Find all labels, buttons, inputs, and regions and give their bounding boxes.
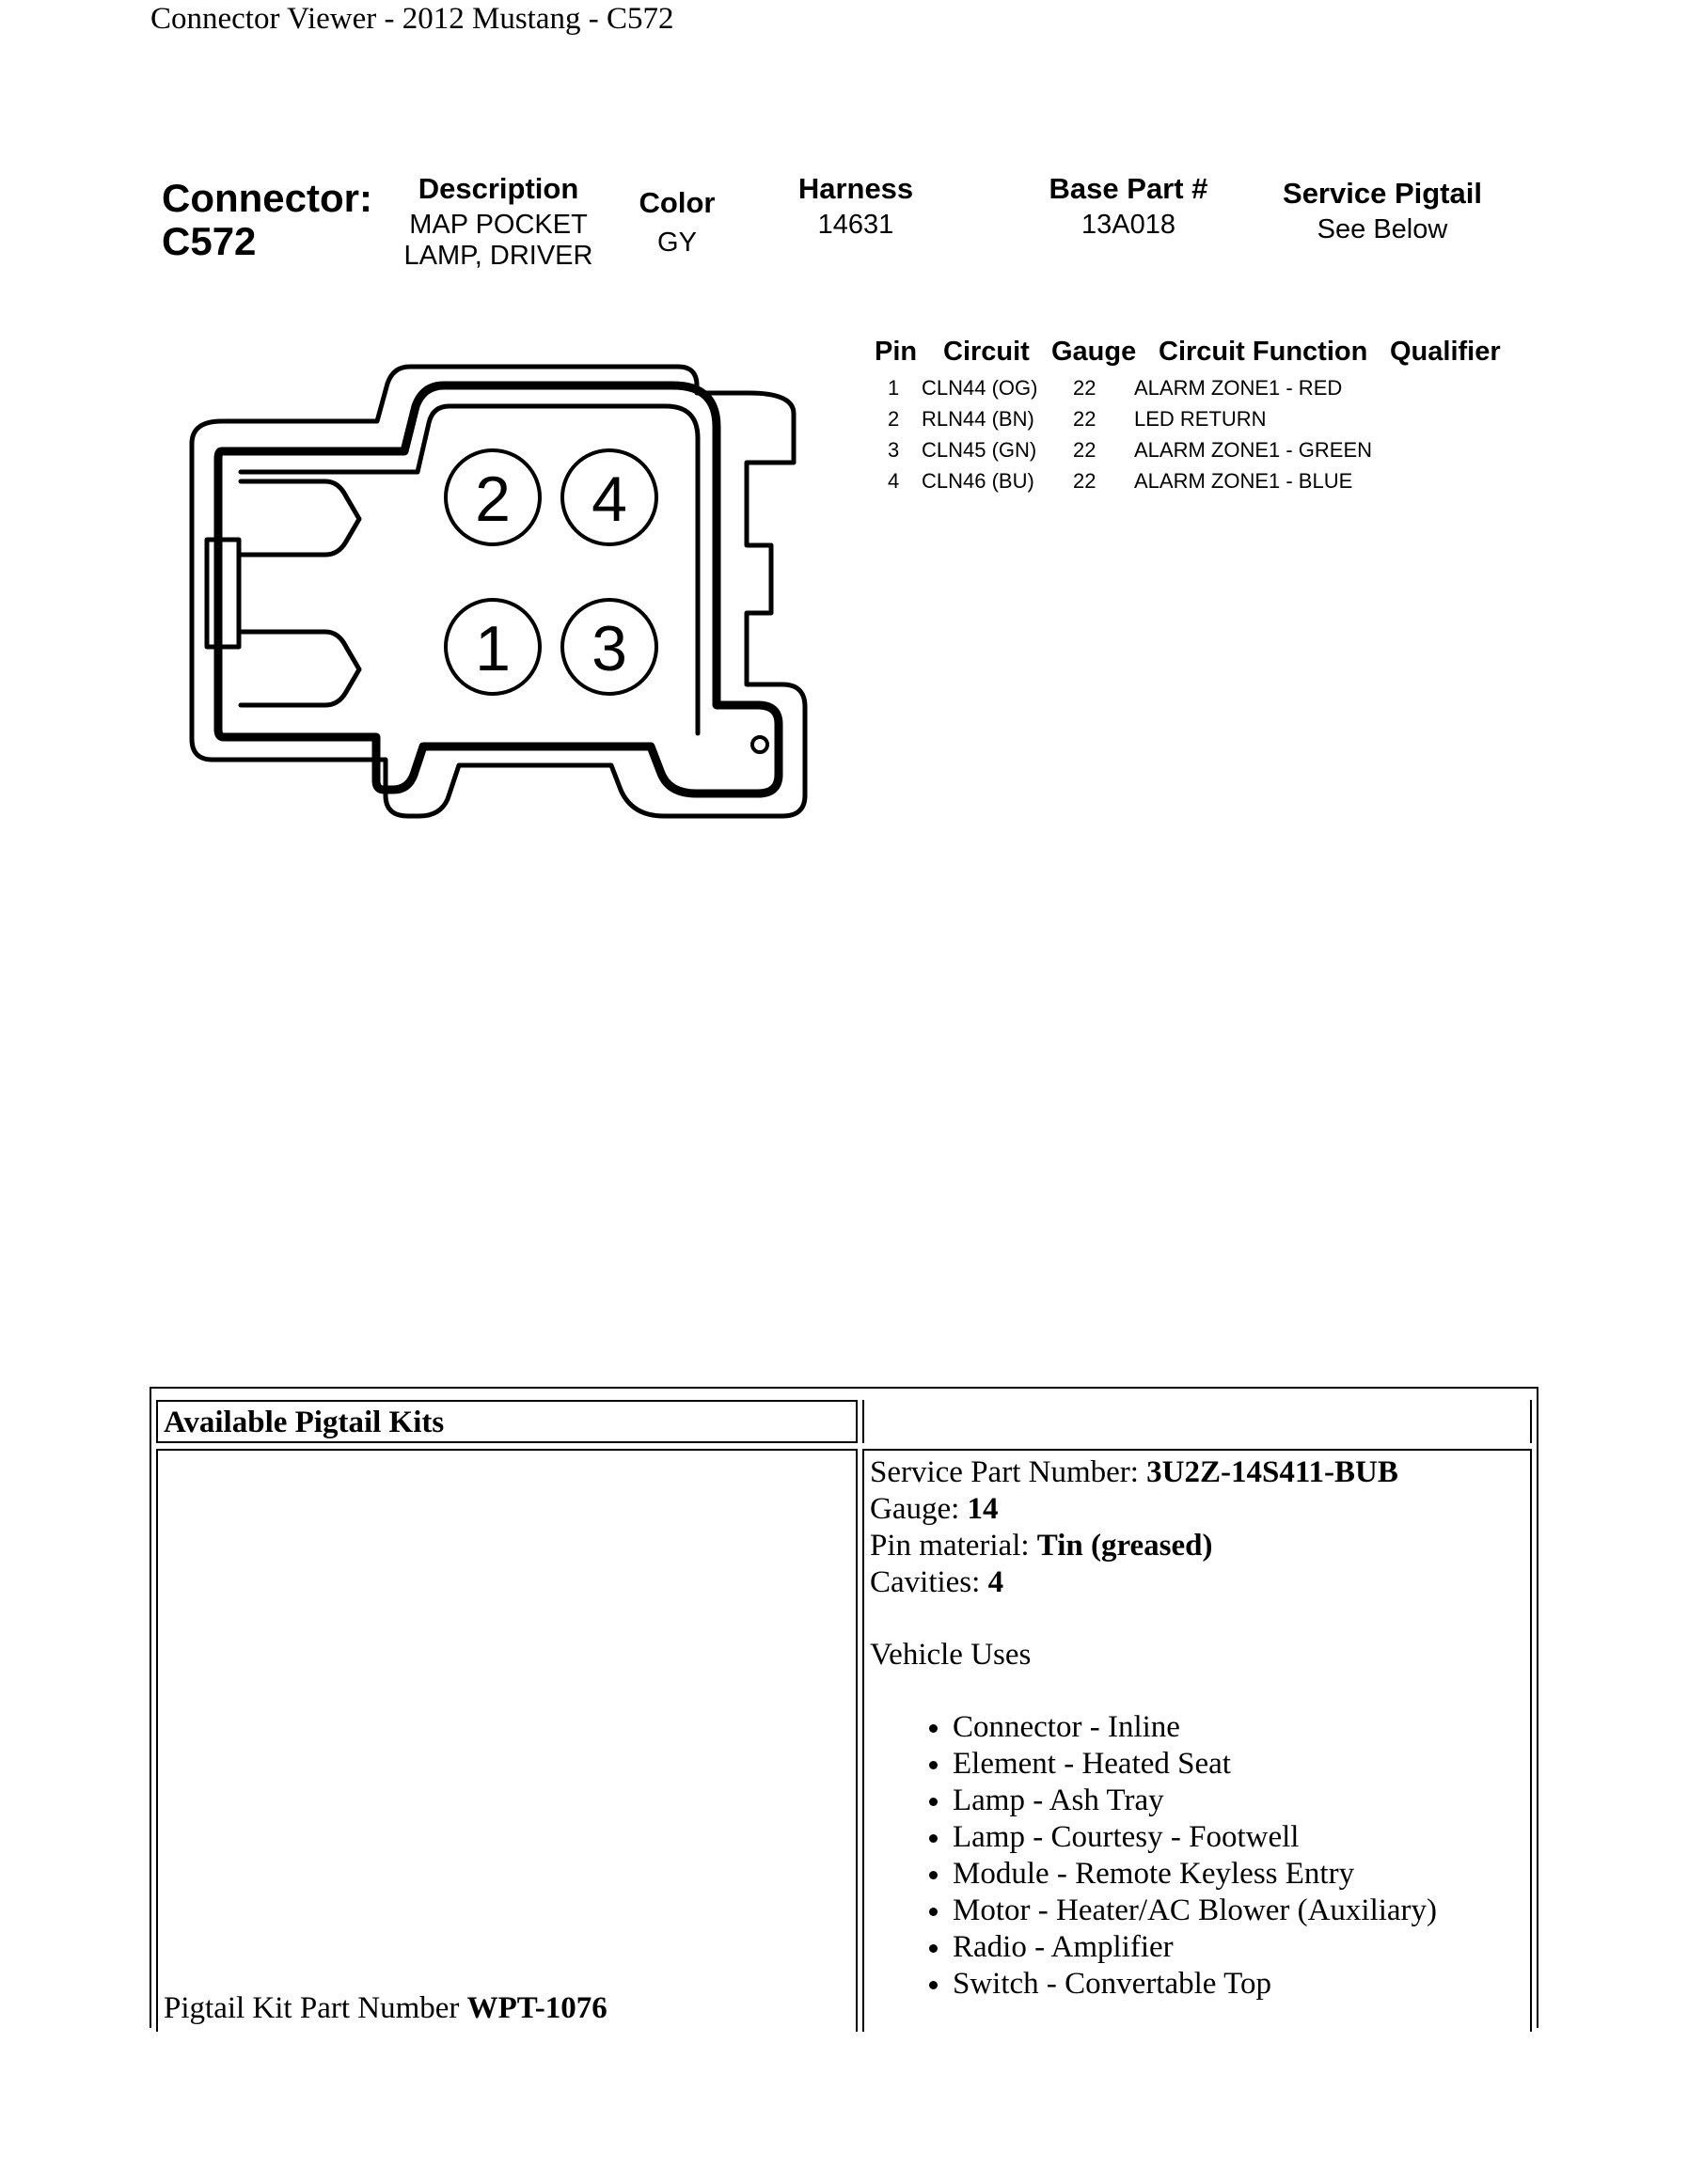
service-pigtail-column: [1265, 177, 1500, 245]
harness-header: Harness: [797, 172, 914, 205]
pin-function: ALARM ZONE1 - RED: [1134, 376, 1343, 400]
pigtail-kit-part-number: [164, 1991, 607, 2026]
harness-value: 14631: [817, 210, 894, 240]
cavities-label: Cavities:: [870, 1565, 981, 1599]
left-finger-upper: [241, 481, 359, 555]
left-latch-bar: [207, 540, 239, 647]
pin-label-3: 3: [592, 613, 627, 684]
description-column: [376, 172, 621, 272]
service-part-line: [870, 1454, 1524, 1491]
pin-label-1: 1: [475, 613, 511, 684]
list-item: • Radio - Amplifier: [953, 1929, 1524, 1966]
vehicle-uses-title: Vehicle Uses: [870, 1638, 1032, 1672]
connector-label-line1: Connector:: [162, 176, 372, 220]
pin-number: 3: [888, 438, 900, 462]
pin-number: 4: [888, 469, 900, 493]
list-item: • Motor - Heater/AC Blower (Auxiliary): [953, 1893, 1524, 1929]
polarization-dot: [752, 737, 767, 752]
pin-gauge: 22: [1073, 469, 1096, 493]
pin-material-line: [870, 1528, 1524, 1564]
pigtail-kits-empty-header-cell: [862, 1400, 1532, 1443]
service-part-value: 3U2Z-14S411-BUB: [1146, 1455, 1398, 1489]
pin-gauge: 22: [1073, 438, 1096, 462]
connector-id: C572: [162, 219, 257, 263]
list-item: • Element - Heated Seat: [953, 1746, 1524, 1783]
pin-circuit: CLN46 (BU): [922, 469, 1034, 493]
color-value: GY: [657, 228, 697, 258]
gauge-header: Gauge: [1051, 337, 1137, 367]
left-finger-lower: [241, 632, 359, 705]
color-header: Color: [639, 186, 716, 219]
page-title: Connector Viewer - 2012 Mustang - C572: [150, 2, 674, 36]
pin-number: 1: [888, 376, 900, 400]
description-header: Description: [418, 172, 579, 205]
gauge-line: [870, 1491, 1524, 1528]
pin-circuit: RLN44 (BN): [922, 407, 1034, 431]
pigtail-kits-table: [150, 1387, 1538, 2028]
base-part-column: [1025, 172, 1232, 241]
pin-row: [863, 376, 1522, 407]
kit-part-value: WPT-1076: [466, 1991, 607, 2025]
pin-row: [863, 469, 1522, 500]
list-item: • Module - Remote Keyless Entry: [953, 1856, 1524, 1893]
pin-material-label: Pin material:: [870, 1529, 1030, 1563]
list-item: • Lamp - Courtesy - Footwell: [953, 1819, 1524, 1856]
service-pigtail-header: Service Pigtail: [1283, 177, 1482, 210]
description-line1: MAP POCKET: [409, 210, 588, 240]
pin-label-2: 2: [475, 464, 511, 535]
description-line2: LAMP, DRIVER: [403, 241, 593, 271]
vehicle-uses-list: [870, 1709, 1524, 2003]
pin-material-value: Tin (greased): [1036, 1529, 1213, 1563]
color-column: [621, 186, 734, 259]
qualifier-header: Qualifier: [1390, 337, 1501, 367]
pin-gauge: 22: [1073, 376, 1096, 400]
gauge-value: 14: [967, 1492, 999, 1526]
pigtail-kit-image-cell: [156, 1449, 858, 2032]
pin-function: ALARM ZONE1 - BLUE: [1134, 469, 1353, 493]
kit-part-label: Pigtail Kit Part Number: [164, 1991, 460, 2025]
service-pigtail-value: See Below: [1317, 214, 1448, 244]
pin-number: 2: [888, 407, 900, 431]
pin-function: LED RETURN: [1134, 407, 1267, 431]
circuit-function-header: Circuit Function: [1159, 337, 1368, 367]
connector-face-drawing: [184, 361, 824, 831]
list-item: • Lamp - Ash Tray: [953, 1783, 1524, 1819]
list-item: • Connector - Inline: [953, 1709, 1524, 1746]
list-item: • Switch - Convertable Top: [953, 1966, 1524, 2003]
pin-label-4: 4: [592, 464, 627, 535]
harness-column: [771, 172, 940, 241]
service-part-label: Service Part Number:: [870, 1455, 1139, 1489]
cavities-value: 4: [987, 1565, 1004, 1599]
pin-row: [863, 407, 1522, 438]
pigtail-kit-details-cell: [862, 1449, 1532, 2032]
pin-function: ALARM ZONE1 - GREEN: [1134, 438, 1373, 462]
circuit-header: Circuit: [943, 337, 1030, 367]
pin-gauge: 22: [1073, 407, 1096, 431]
base-part-value: 13A018: [1081, 210, 1175, 240]
pin-circuit: CLN44 (OG): [922, 376, 1038, 400]
pin-row: [863, 438, 1522, 469]
pin-circuit: CLN45 (GN): [922, 438, 1037, 462]
pin-header: Pin: [875, 337, 918, 367]
connector-label: [162, 177, 372, 263]
pigtail-kits-heading: Available Pigtail Kits: [156, 1400, 858, 1443]
base-part-header: Base Part #: [1049, 172, 1208, 205]
cavities-line: [870, 1564, 1524, 1601]
connector-inner-housing: [218, 385, 779, 793]
gauge-label: Gauge:: [870, 1492, 960, 1526]
